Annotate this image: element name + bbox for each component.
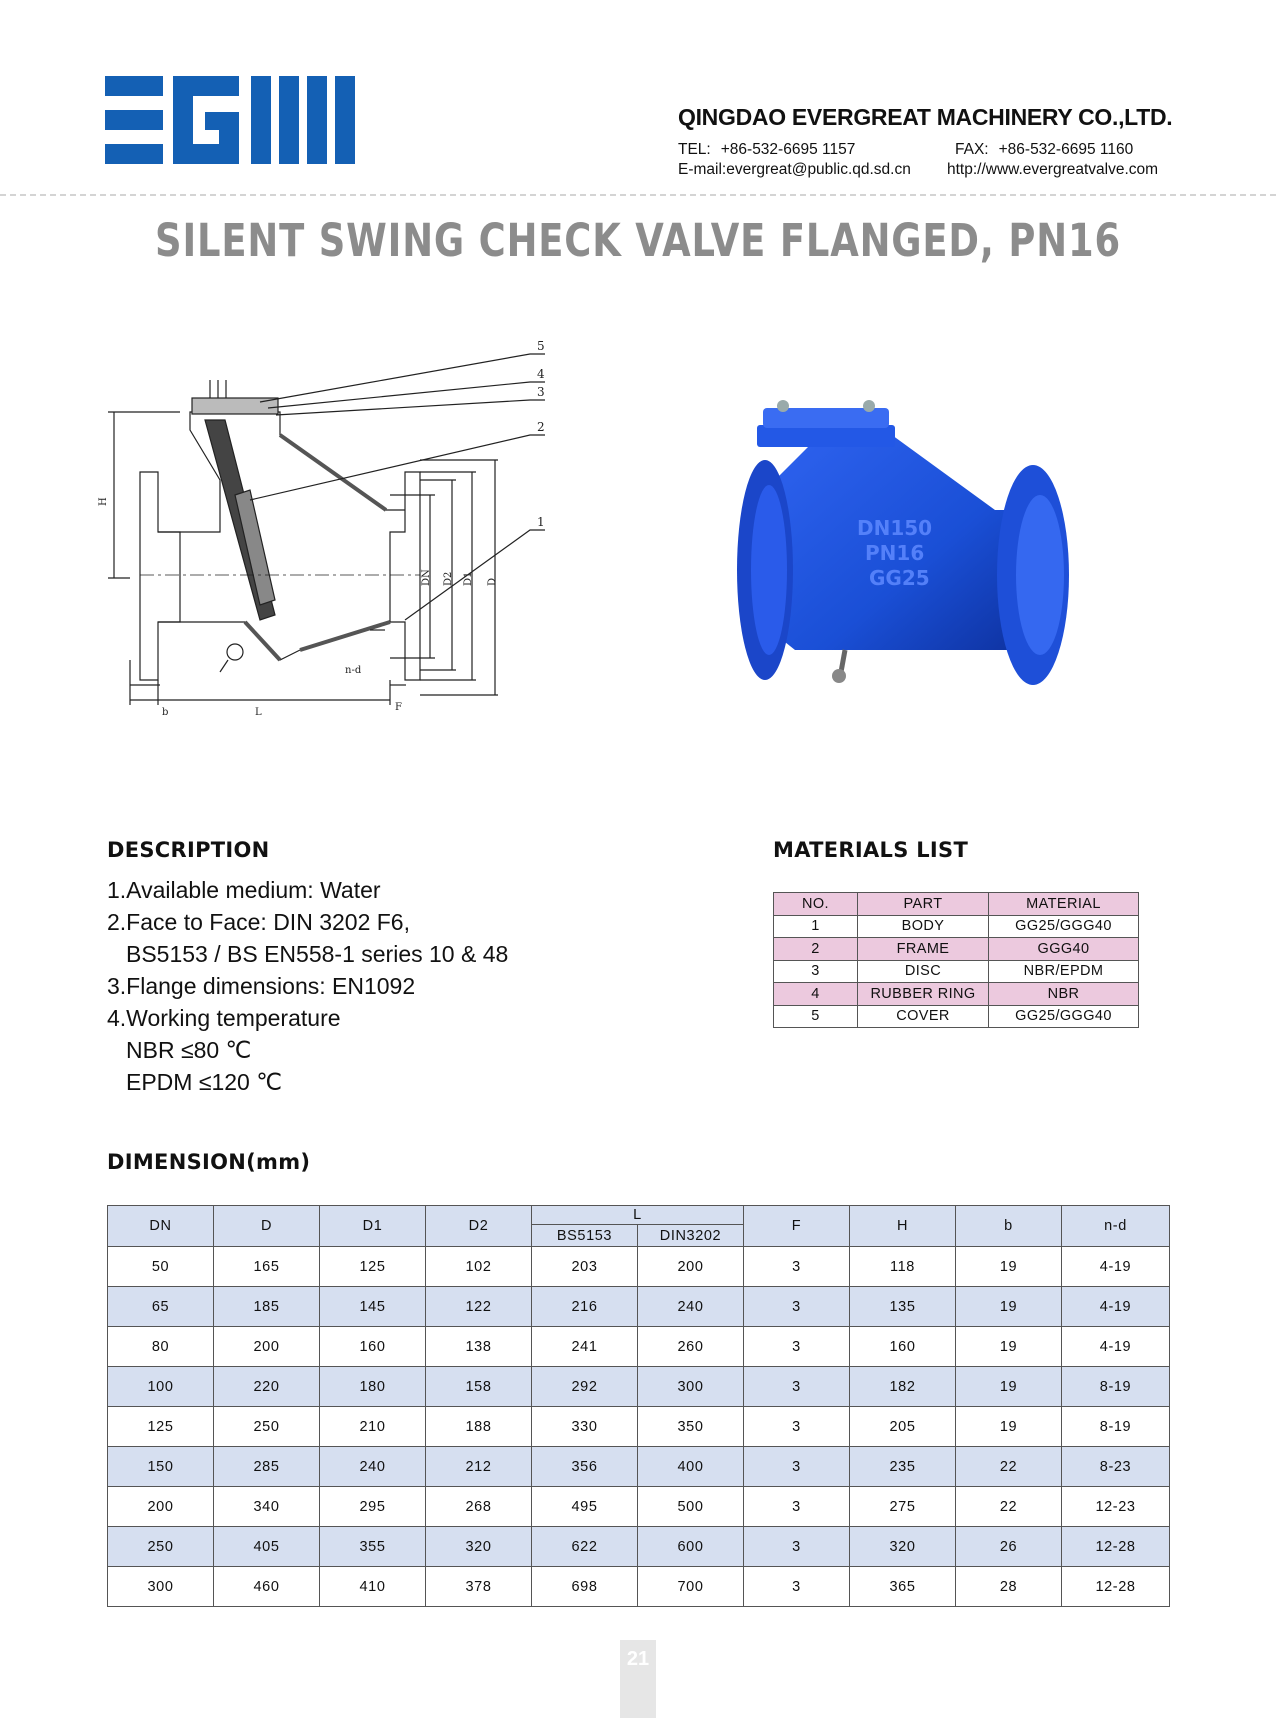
- page-title: SILENT SWING CHECK VALVE FLANGED, PN16: [155, 214, 1121, 267]
- table-cell: 150: [108, 1447, 214, 1487]
- table-cell: GG25/GGG40: [989, 915, 1139, 938]
- table-cell: 182: [850, 1367, 956, 1407]
- casting-text-pn: PN16: [865, 541, 925, 565]
- table-cell: 135: [850, 1287, 956, 1327]
- table-row: [108, 1487, 1170, 1527]
- table-cell: 125: [320, 1247, 426, 1287]
- description-item: 2.Face to Face: DIN 3202 F6,: [107, 909, 410, 935]
- table-row: [774, 960, 1139, 983]
- table-cell: 118: [850, 1247, 956, 1287]
- description-list: [107, 874, 667, 1098]
- table-row: [108, 1247, 1170, 1287]
- column-header: b: [956, 1206, 1062, 1247]
- table-cell: 460: [214, 1567, 320, 1607]
- table-cell: BODY: [858, 915, 989, 938]
- table-cell: 3: [744, 1527, 850, 1567]
- table-cell: 4: [774, 983, 858, 1006]
- dim-label-d1: D1: [463, 571, 474, 586]
- table-cell: 220: [214, 1367, 320, 1407]
- table-cell: 19: [956, 1327, 1062, 1367]
- table-cell: 3: [744, 1287, 850, 1327]
- column-header: DIN3202: [638, 1225, 744, 1247]
- dimension-heading: DIMENSION(mm): [107, 1150, 311, 1174]
- column-header: PART: [858, 893, 989, 916]
- table-cell: 12-28: [1062, 1527, 1170, 1567]
- table-cell: 300: [638, 1367, 744, 1407]
- table-cell: 8-19: [1062, 1367, 1170, 1407]
- table-cell: COVER: [858, 1005, 989, 1028]
- table-cell: 100: [108, 1367, 214, 1407]
- table-cell: 330: [532, 1407, 638, 1447]
- table-cell: 4-19: [1062, 1327, 1170, 1367]
- table-cell: GG25/GGG40: [989, 1005, 1139, 1028]
- table-cell: NBR/EPDM: [989, 960, 1139, 983]
- dimension-table: [107, 1205, 1170, 1607]
- table-cell: 8-23: [1062, 1447, 1170, 1487]
- table-cell: 200: [214, 1327, 320, 1367]
- dimension-table-body: [108, 1247, 1170, 1607]
- dim-label-nd: n-d: [345, 665, 362, 676]
- table-cell: 378: [426, 1567, 532, 1607]
- fax-line: [955, 141, 1133, 159]
- table-cell: 3: [774, 960, 858, 983]
- table-cell: 275: [850, 1487, 956, 1527]
- table-cell: 188: [426, 1407, 532, 1447]
- table-header-row: [774, 893, 1139, 916]
- fax-label: FAX:: [955, 141, 989, 158]
- tel-line: [678, 141, 855, 159]
- description-item: BS5153 / BS EN558-1 series 10 & 48: [126, 941, 509, 967]
- column-header: F: [744, 1206, 850, 1247]
- table-cell: 50: [108, 1247, 214, 1287]
- table-cell: 8-19: [1062, 1407, 1170, 1447]
- table-cell: 260: [638, 1327, 744, 1367]
- table-cell: 22: [956, 1447, 1062, 1487]
- table-cell: DISC: [858, 960, 989, 983]
- column-header: D1: [320, 1206, 426, 1247]
- callout-1: 1: [537, 515, 545, 529]
- company-name: QINGDAO EVERGREAT MACHINERY CO.,LTD.: [678, 104, 1173, 130]
- table-row: [774, 915, 1139, 938]
- casting-text-dn: DN150: [857, 516, 933, 540]
- column-header: DN: [108, 1206, 214, 1247]
- table-cell: 12-28: [1062, 1567, 1170, 1607]
- table-cell: 235: [850, 1447, 956, 1487]
- table-cell: 19: [956, 1407, 1062, 1447]
- table-cell: 400: [638, 1447, 744, 1487]
- table-cell: 26: [956, 1527, 1062, 1567]
- table-cell: 138: [426, 1327, 532, 1367]
- callout-3: 3: [537, 385, 545, 399]
- table-row: [108, 1567, 1170, 1607]
- table-cell: 292: [532, 1367, 638, 1407]
- column-header: D: [214, 1206, 320, 1247]
- table-cell: 240: [638, 1287, 744, 1327]
- table-cell: 80: [108, 1327, 214, 1367]
- table-cell: 125: [108, 1407, 214, 1447]
- table-cell: 356: [532, 1447, 638, 1487]
- table-cell: 410: [320, 1567, 426, 1607]
- table-cell: 5: [774, 1005, 858, 1028]
- materials-heading: MATERIALS LIST: [773, 838, 969, 862]
- page-number: 21: [626, 1648, 650, 1670]
- table-header-row: [108, 1206, 1170, 1225]
- dim-label-h: H: [98, 497, 109, 506]
- table-cell: 19: [956, 1287, 1062, 1327]
- table-cell: 495: [532, 1487, 638, 1527]
- table-cell: 365: [850, 1567, 956, 1607]
- column-header: H: [850, 1206, 956, 1247]
- table-cell: RUBBER RING: [858, 983, 989, 1006]
- table-cell: 355: [320, 1527, 426, 1567]
- table-cell: 165: [214, 1247, 320, 1287]
- company-logo: [105, 76, 355, 164]
- valve-product-photo: [735, 400, 1105, 710]
- table-cell: 3: [744, 1247, 850, 1287]
- table-row: [108, 1367, 1170, 1407]
- table-cell: 1: [774, 915, 858, 938]
- materials-table: [773, 892, 1139, 1028]
- callout-2: 2: [537, 420, 545, 434]
- fax-number: +86-532-6695 1160: [998, 141, 1134, 158]
- tel-number: +86-532-6695 1157: [720, 141, 856, 158]
- table-cell: 700: [638, 1567, 744, 1607]
- column-header: D2: [426, 1206, 532, 1247]
- table-cell: 285: [214, 1447, 320, 1487]
- table-cell: 2: [774, 938, 858, 961]
- table-cell: GGG40: [989, 938, 1139, 961]
- table-row: [774, 1005, 1139, 1028]
- table-cell: 3: [744, 1487, 850, 1527]
- email-line: E-mail:evergreat@public.qd.sd.cn: [678, 161, 911, 178]
- table-cell: 65: [108, 1287, 214, 1327]
- table-row: [774, 938, 1139, 961]
- table-cell: 300: [108, 1567, 214, 1607]
- table-cell: 203: [532, 1247, 638, 1287]
- table-cell: 250: [214, 1407, 320, 1447]
- description-heading: DESCRIPTION: [107, 838, 270, 862]
- description-item: EPDM ≤120 ℃: [126, 1069, 283, 1095]
- table-cell: 500: [638, 1487, 744, 1527]
- description-item: 4.Working temperature: [107, 1005, 341, 1031]
- table-cell: 205: [850, 1407, 956, 1447]
- table-cell: 212: [426, 1447, 532, 1487]
- table-cell: 240: [320, 1447, 426, 1487]
- description-item: NBR ≤80 ℃: [126, 1037, 252, 1063]
- tel-label: TEL:: [678, 141, 711, 158]
- table-cell: 268: [426, 1487, 532, 1527]
- dim-label-d: D: [487, 577, 498, 586]
- dim-label-b: b: [162, 707, 169, 718]
- table-cell: 320: [426, 1527, 532, 1567]
- table-cell: 210: [320, 1407, 426, 1447]
- table-cell: 160: [850, 1327, 956, 1367]
- table-cell: 295: [320, 1487, 426, 1527]
- table-cell: 22: [956, 1487, 1062, 1527]
- table-cell: 405: [214, 1527, 320, 1567]
- table-cell: NBR: [989, 983, 1139, 1006]
- valve-technical-drawing: [98, 339, 600, 735]
- table-cell: 340: [214, 1487, 320, 1527]
- table-cell: 698: [532, 1567, 638, 1607]
- table-cell: 28: [956, 1567, 1062, 1607]
- table-cell: 102: [426, 1247, 532, 1287]
- description-item: 3.Flange dimensions: EN1092: [107, 973, 416, 999]
- table-row: [108, 1407, 1170, 1447]
- table-row: [108, 1527, 1170, 1567]
- table-cell: 4-19: [1062, 1247, 1170, 1287]
- header-divider: [0, 194, 1276, 196]
- dim-label-d2: D2: [443, 571, 454, 586]
- table-cell: 19: [956, 1367, 1062, 1407]
- table-cell: 12-23: [1062, 1487, 1170, 1527]
- table-cell: 600: [638, 1527, 744, 1567]
- table-cell: 320: [850, 1527, 956, 1567]
- table-cell: 3: [744, 1567, 850, 1607]
- column-header: n-d: [1062, 1206, 1170, 1247]
- table-cell: 145: [320, 1287, 426, 1327]
- description-item: 1.Available medium: Water: [107, 877, 381, 903]
- table-cell: 216: [532, 1287, 638, 1327]
- table-cell: 200: [108, 1487, 214, 1527]
- table-cell: 622: [532, 1527, 638, 1567]
- callout-5: 5: [537, 339, 545, 353]
- callout-4: 4: [537, 367, 545, 381]
- column-header: MATERIAL: [989, 893, 1139, 916]
- table-cell: 241: [532, 1327, 638, 1367]
- table-cell: 3: [744, 1327, 850, 1367]
- table-cell: 122: [426, 1287, 532, 1327]
- table-cell: 160: [320, 1327, 426, 1367]
- table-cell: 185: [214, 1287, 320, 1327]
- table-cell: 3: [744, 1407, 850, 1447]
- column-header: NO.: [774, 893, 858, 916]
- table-row: [108, 1327, 1170, 1367]
- table-cell: 350: [638, 1407, 744, 1447]
- column-header: L: [532, 1206, 744, 1225]
- table-row: [108, 1447, 1170, 1487]
- dim-label-f: F: [395, 702, 402, 713]
- table-cell: 3: [744, 1367, 850, 1407]
- table-cell: FRAME: [858, 938, 989, 961]
- table-cell: 19: [956, 1247, 1062, 1287]
- dim-label-dn: DN: [421, 569, 432, 586]
- table-row: [108, 1287, 1170, 1327]
- dim-label-l: L: [255, 707, 262, 718]
- table-cell: 250: [108, 1527, 214, 1567]
- table-row: [774, 983, 1139, 1006]
- table-cell: 180: [320, 1367, 426, 1407]
- column-header: BS5153: [532, 1225, 638, 1247]
- casting-text-material: GG25: [869, 566, 930, 590]
- website-line: http://www.evergreatvalve.com: [947, 161, 1159, 178]
- table-cell: 4-19: [1062, 1287, 1170, 1327]
- table-cell: 3: [744, 1447, 850, 1487]
- table-cell: 200: [638, 1247, 744, 1287]
- table-cell: 158: [426, 1367, 532, 1407]
